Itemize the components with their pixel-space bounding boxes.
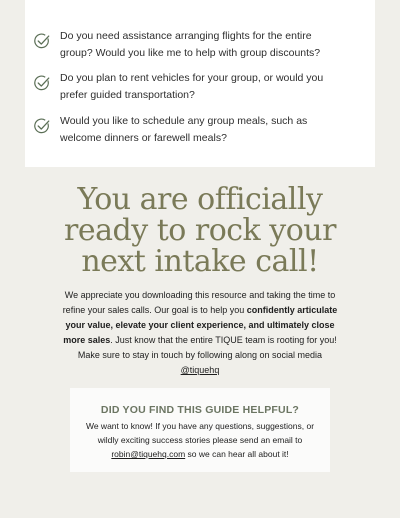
body-text-outro: . Just know that the entire TIQUE team is rooting for you! Make sure to stay in touch by following along on social media <box>77 335 337 360</box>
headline-line-1: You are officially <box>77 182 323 217</box>
feedback-text-end: so we can hear all about it! <box>185 449 289 459</box>
question-text: Do you need assistance arranging flights for the entire group? Would you like me to help with group discounts? <box>60 30 321 59</box>
body-text-bold: confidently articulate your value, elevate your client experience, and ultimately close more sales <box>63 305 338 345</box>
question-item-1 <box>33 28 343 62</box>
body-text-intro: We appreciate you downloading this resource and taking the time to refine your sales calls. Our goal is to help you <box>62 290 336 315</box>
email-link[interactable]: robin@tiquehq.com <box>111 449 186 459</box>
question-text: Do you plan to rent vehicles for your group, or would you prefer guided transportation? <box>60 72 324 101</box>
headline-line-2: ready to rock your <box>64 213 336 248</box>
check-circle-icon <box>33 32 51 50</box>
feedback-card <box>70 388 330 472</box>
question-item-2 <box>33 70 343 104</box>
body-paragraph <box>60 288 340 378</box>
question-text: Would you like to schedule any group meals, such as welcome dinners or farewell meals? <box>60 115 308 144</box>
headline <box>0 184 400 277</box>
check-circle-icon <box>33 74 51 92</box>
feedback-text: We want to know! If you have any questions, suggestions, or wildly exciting success stories please send an email to <box>85 421 315 445</box>
check-circle-icon <box>33 117 51 135</box>
question-item-3 <box>33 113 343 147</box>
feedback-body <box>80 419 320 461</box>
social-handle-link[interactable]: @tiquehq <box>180 365 220 375</box>
headline-line-3: next intake call! <box>81 244 319 279</box>
feedback-title: DID YOU FIND THIS GUIDE HELPFUL? <box>100 404 300 416</box>
